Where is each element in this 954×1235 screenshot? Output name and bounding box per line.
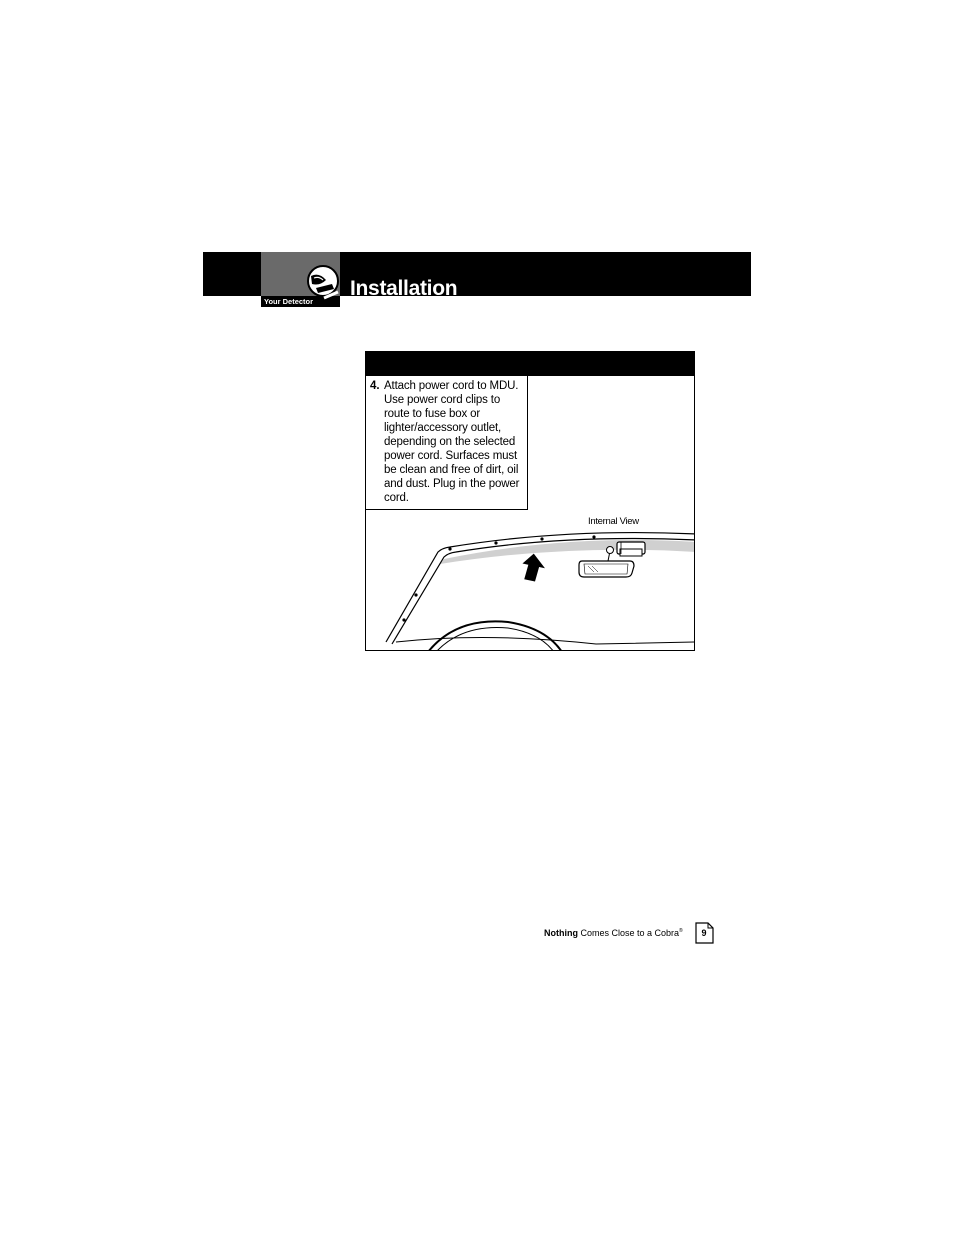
page-number-text: 9 <box>701 928 707 938</box>
footer-tagline <box>544 928 683 938</box>
page-number <box>695 922 714 944</box>
radar-detector-icon <box>306 264 342 304</box>
steering-wheel <box>428 621 562 651</box>
installation-panel <box>365 351 695 651</box>
rearview-mirror <box>579 561 634 577</box>
internal-view-label: Internal View <box>588 516 639 527</box>
section-tab-label: Your Detector <box>261 296 340 307</box>
page-title: Installation <box>350 277 458 300</box>
arrow-up-icon <box>519 552 547 583</box>
step-number: 4. <box>370 380 380 392</box>
step-box <box>366 376 528 510</box>
windshield-band <box>440 540 695 564</box>
registered-mark: ® <box>679 928 683 934</box>
tagline-rest: Comes Close to a Cobra <box>578 928 680 938</box>
step-text: Attach power cord to MDU. Use power cord clips to route to fuse box or lighter/accessory outlet, depending on the selected power cord. Surfaces must be clean and free of dirt, oil and dust. Plug in the power cord. <box>384 380 520 504</box>
tagline-bold: Nothing <box>544 928 578 938</box>
